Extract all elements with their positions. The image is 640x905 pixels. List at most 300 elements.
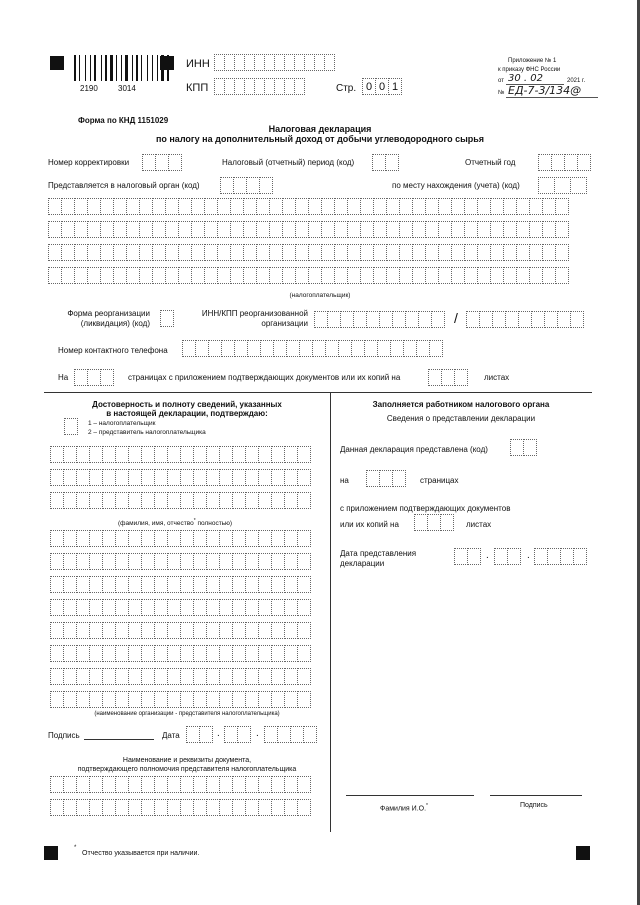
grid-cell[interactable] <box>89 645 103 662</box>
grid-cell[interactable] <box>50 492 64 509</box>
grid-cell[interactable] <box>154 799 168 816</box>
grid-row[interactable] <box>48 198 568 215</box>
grid-cell[interactable] <box>76 668 90 685</box>
grid-cell[interactable] <box>269 267 283 284</box>
grid-cell[interactable] <box>89 446 103 463</box>
entry-cell[interactable] <box>340 311 354 328</box>
grid-cell[interactable] <box>245 446 259 463</box>
grid-cell[interactable] <box>245 553 259 570</box>
grid-cell[interactable] <box>128 668 142 685</box>
grid-cell[interactable] <box>206 776 220 793</box>
signature-line[interactable] <box>84 739 154 740</box>
grid-cell[interactable] <box>100 221 114 238</box>
grid-cell[interactable] <box>63 622 77 639</box>
grid-cell[interactable] <box>180 446 194 463</box>
grid-cell[interactable] <box>245 691 259 708</box>
grid-row[interactable] <box>50 645 310 662</box>
grid-cell[interactable] <box>102 530 116 547</box>
grid-cell[interactable] <box>102 553 116 570</box>
grid-cell[interactable] <box>271 622 285 639</box>
grid-cell[interactable] <box>167 622 181 639</box>
grid-cell[interactable] <box>102 492 116 509</box>
grid-cell[interactable] <box>271 530 285 547</box>
entry-cell[interactable] <box>547 548 561 565</box>
grid-cell[interactable] <box>243 221 257 238</box>
grid-cell[interactable] <box>219 530 233 547</box>
grid-cell[interactable] <box>167 446 181 463</box>
reorg-inn-cells[interactable] <box>314 311 444 328</box>
grid-cell[interactable] <box>165 198 179 215</box>
grid-cell[interactable] <box>282 221 296 238</box>
grid-cell[interactable] <box>412 244 426 261</box>
submission-day-cells[interactable] <box>454 548 480 565</box>
grid-cell[interactable] <box>154 622 168 639</box>
grid-cell[interactable] <box>219 645 233 662</box>
grid-cell[interactable] <box>477 244 491 261</box>
grid-cell[interactable] <box>219 776 233 793</box>
entry-cell[interactable] <box>273 340 287 357</box>
grid-cell[interactable] <box>206 492 220 509</box>
entry-cell[interactable] <box>534 548 548 565</box>
grid-cell[interactable] <box>193 776 207 793</box>
grid-cell[interactable] <box>258 599 272 616</box>
grid-cell[interactable] <box>115 576 129 593</box>
grid-cell[interactable] <box>334 221 348 238</box>
entry-cell[interactable] <box>247 340 261 357</box>
entry-cell[interactable] <box>220 177 234 194</box>
tax-period-cells[interactable] <box>372 154 398 171</box>
grid-cell[interactable] <box>256 198 270 215</box>
grid-cell[interactable] <box>529 221 543 238</box>
grid-cell[interactable] <box>438 198 452 215</box>
grid-cell[interactable] <box>193 553 207 570</box>
grid-cell[interactable] <box>63 530 77 547</box>
grid-cell[interactable] <box>230 267 244 284</box>
grid-cell[interactable] <box>76 776 90 793</box>
entry-cell[interactable] <box>366 470 380 487</box>
grid-cell[interactable] <box>232 622 246 639</box>
entry-cell[interactable] <box>100 369 114 386</box>
entry-cell[interactable] <box>414 514 428 531</box>
grid-cell[interactable] <box>232 530 246 547</box>
grid-cell[interactable] <box>284 691 298 708</box>
entry-cell[interactable] <box>573 548 587 565</box>
grid-cell[interactable] <box>297 599 311 616</box>
grid-cell[interactable] <box>230 198 244 215</box>
grid-cell[interactable] <box>412 221 426 238</box>
grid-cell[interactable] <box>61 221 75 238</box>
grid-cell[interactable] <box>89 691 103 708</box>
grid-cell[interactable] <box>152 267 166 284</box>
grid-cell[interactable] <box>516 267 530 284</box>
grid-cell[interactable] <box>258 576 272 593</box>
grid-cell[interactable] <box>217 221 231 238</box>
grid-cell[interactable] <box>269 221 283 238</box>
grid-row[interactable] <box>50 599 310 616</box>
grid-cell[interactable] <box>399 244 413 261</box>
grid-cell[interactable] <box>256 244 270 261</box>
grid-cell[interactable] <box>115 668 129 685</box>
entry-cell[interactable] <box>338 340 352 357</box>
grid-cell[interactable] <box>193 576 207 593</box>
grid-cell[interactable] <box>128 530 142 547</box>
grid-cell[interactable] <box>490 198 504 215</box>
grid-cell[interactable] <box>282 198 296 215</box>
grid-cell[interactable] <box>258 799 272 816</box>
grid-cell[interactable] <box>126 221 140 238</box>
grid-cell[interactable] <box>128 492 142 509</box>
grid-cell[interactable] <box>154 469 168 486</box>
grid-cell[interactable] <box>167 645 181 662</box>
entry-cell[interactable] <box>538 154 552 171</box>
grid-cell[interactable] <box>180 691 194 708</box>
grid-cell[interactable] <box>180 622 194 639</box>
grid-cell[interactable] <box>258 530 272 547</box>
grid-cell[interactable] <box>232 492 246 509</box>
grid-cell[interactable] <box>76 622 90 639</box>
grid-cell[interactable] <box>193 599 207 616</box>
grid-cell[interactable] <box>271 492 285 509</box>
entry-cell[interactable] <box>570 177 587 194</box>
grid-cell[interactable] <box>165 221 179 238</box>
grid-cell[interactable] <box>321 244 335 261</box>
grid-cell[interactable] <box>115 599 129 616</box>
grid-cell[interactable] <box>139 267 153 284</box>
submitted-code-cells[interactable] <box>510 439 536 456</box>
submitted-code-cell[interactable] <box>510 439 524 456</box>
grid-cell[interactable] <box>50 599 64 616</box>
grid-cell[interactable] <box>555 198 569 215</box>
grid-cell[interactable] <box>167 691 181 708</box>
entry-cell[interactable] <box>264 726 278 743</box>
reorg-form-cells[interactable] <box>160 310 173 327</box>
grid-cell[interactable] <box>102 645 116 662</box>
grid-cell[interactable] <box>438 267 452 284</box>
grid-cell[interactable] <box>269 198 283 215</box>
entry-cell[interactable] <box>427 514 441 531</box>
grid-cell[interactable] <box>284 645 298 662</box>
grid-cell[interactable] <box>204 244 218 261</box>
entry-cell[interactable] <box>428 369 442 386</box>
grid-cell[interactable] <box>219 599 233 616</box>
grid-cell[interactable] <box>89 622 103 639</box>
grid-cell[interactable] <box>232 691 246 708</box>
entry-cell[interactable] <box>224 726 238 743</box>
grid-cell[interactable] <box>154 645 168 662</box>
entry-cell[interactable] <box>403 340 417 357</box>
entry-cell[interactable] <box>466 311 480 328</box>
entry-cell[interactable] <box>208 340 222 357</box>
grid-cell[interactable] <box>245 492 259 509</box>
grid-cell[interactable] <box>425 267 439 284</box>
grid-cell[interactable] <box>50 622 64 639</box>
grid-cell[interactable] <box>451 244 465 261</box>
grid-cell[interactable] <box>74 221 88 238</box>
grid-row[interactable] <box>50 553 310 570</box>
grid-cell[interactable] <box>113 221 127 238</box>
grid-cell[interactable] <box>243 244 257 261</box>
grid-cell[interactable] <box>126 198 140 215</box>
grid-cell[interactable] <box>180 799 194 816</box>
grid-cell[interactable] <box>321 198 335 215</box>
entry-cell[interactable] <box>234 340 248 357</box>
entry-cell[interactable] <box>286 340 300 357</box>
grid-cell[interactable] <box>204 221 218 238</box>
grid-cell[interactable] <box>386 244 400 261</box>
grid-cell[interactable] <box>206 799 220 816</box>
grid-cell[interactable] <box>232 645 246 662</box>
grid-cell[interactable] <box>206 691 220 708</box>
grid-row[interactable] <box>48 267 568 284</box>
grid-cell[interactable] <box>464 221 478 238</box>
confirm-type-cells[interactable] <box>64 418 77 435</box>
grid-cell[interactable] <box>477 267 491 284</box>
grid-cell[interactable] <box>217 198 231 215</box>
grid-cell[interactable] <box>167 668 181 685</box>
grid-cell[interactable] <box>87 244 101 261</box>
grid-cell[interactable] <box>87 198 101 215</box>
grid-cell[interactable] <box>167 492 181 509</box>
entry-cell[interactable] <box>246 177 260 194</box>
entry-cell[interactable] <box>299 340 313 357</box>
grid-cell[interactable] <box>152 221 166 238</box>
grid-cell[interactable] <box>128 645 142 662</box>
grid-cell[interactable] <box>219 622 233 639</box>
grid-cell[interactable] <box>74 198 88 215</box>
grid-cell[interactable] <box>451 221 465 238</box>
grid-cell[interactable] <box>89 668 103 685</box>
grid-cell[interactable] <box>63 645 77 662</box>
grid-cell[interactable] <box>412 198 426 215</box>
grid-cell[interactable] <box>128 599 142 616</box>
grid-cell[interactable] <box>193 530 207 547</box>
entry-cell[interactable] <box>351 340 365 357</box>
grid-cell[interactable] <box>165 267 179 284</box>
entry-cell[interactable] <box>74 369 88 386</box>
grid-cell[interactable] <box>542 221 556 238</box>
entry-cell[interactable] <box>390 340 404 357</box>
grid-cell[interactable] <box>284 599 298 616</box>
grid-cell[interactable] <box>100 244 114 261</box>
grid-cell[interactable] <box>180 469 194 486</box>
grid-cell[interactable] <box>516 221 530 238</box>
grid-cell[interactable] <box>89 776 103 793</box>
grid-cell[interactable] <box>115 776 129 793</box>
grid-cell[interactable] <box>284 668 298 685</box>
grid-cell[interactable] <box>102 799 116 816</box>
grid-cell[interactable] <box>63 576 77 593</box>
grid-cell[interactable] <box>232 446 246 463</box>
entry-cell[interactable] <box>560 548 574 565</box>
grid-cell[interactable] <box>360 221 374 238</box>
submission-year-cells[interactable] <box>534 548 586 565</box>
grid-cell[interactable] <box>180 553 194 570</box>
grid-cell[interactable] <box>139 221 153 238</box>
grid-cell[interactable] <box>191 221 205 238</box>
grid-cell[interactable] <box>217 267 231 284</box>
grid-cell[interactable] <box>141 691 155 708</box>
entry-cell[interactable] <box>405 311 419 328</box>
grid-cell[interactable] <box>115 469 129 486</box>
grid-cell[interactable] <box>412 267 426 284</box>
grid-cell[interactable] <box>63 553 77 570</box>
entry-cell[interactable] <box>182 340 196 357</box>
grid-cell[interactable] <box>152 244 166 261</box>
grid-cell[interactable] <box>128 776 142 793</box>
grid-cell[interactable] <box>63 492 77 509</box>
entry-cell[interactable] <box>492 311 506 328</box>
grid-cell[interactable] <box>154 530 168 547</box>
grid-cell[interactable] <box>193 668 207 685</box>
entry-cell[interactable] <box>260 340 274 357</box>
grid-cell[interactable] <box>516 198 530 215</box>
reorg-kpp-cells[interactable] <box>466 311 583 328</box>
grid-cell[interactable] <box>63 599 77 616</box>
entry-cell[interactable] <box>416 340 430 357</box>
grid-cell[interactable] <box>206 553 220 570</box>
entry-cell[interactable] <box>303 726 317 743</box>
entry-cell[interactable] <box>518 311 532 328</box>
grid-cell[interactable] <box>258 446 272 463</box>
entry-cell[interactable] <box>418 311 432 328</box>
grid-cell[interactable] <box>284 576 298 593</box>
grid-cell[interactable] <box>180 492 194 509</box>
grid-cell[interactable] <box>243 267 257 284</box>
grid-cell[interactable] <box>89 576 103 593</box>
entry-cell[interactable] <box>531 311 545 328</box>
grid-cell[interactable] <box>102 576 116 593</box>
grid-row[interactable] <box>50 691 310 708</box>
grid-cell[interactable] <box>308 221 322 238</box>
grid-cell[interactable] <box>193 446 207 463</box>
entry-cell[interactable] <box>377 340 391 357</box>
grid-cell[interactable] <box>141 530 155 547</box>
entry-cell[interactable] <box>199 726 213 743</box>
grid-cell[interactable] <box>245 776 259 793</box>
grid-cell[interactable] <box>271 799 285 816</box>
entry-cell[interactable] <box>554 177 571 194</box>
entry-cell[interactable] <box>557 311 571 328</box>
grid-cell[interactable] <box>386 221 400 238</box>
grid-cell[interactable] <box>529 267 543 284</box>
grid-cell[interactable] <box>206 446 220 463</box>
grid-cell[interactable] <box>271 553 285 570</box>
grid-cell[interactable] <box>284 446 298 463</box>
grid-cell[interactable] <box>360 198 374 215</box>
grid-cell[interactable] <box>232 576 246 593</box>
entry-cell[interactable] <box>142 154 156 171</box>
grid-cell[interactable] <box>232 799 246 816</box>
grid-cell[interactable] <box>50 645 64 662</box>
grid-cell[interactable] <box>50 469 64 486</box>
grid-cell[interactable] <box>76 530 90 547</box>
grid-cell[interactable] <box>245 576 259 593</box>
grid-cell[interactable] <box>334 198 348 215</box>
grid-cell[interactable] <box>167 530 181 547</box>
entry-cell[interactable] <box>454 369 468 386</box>
grid-cell[interactable] <box>232 599 246 616</box>
grid-cell[interactable] <box>271 691 285 708</box>
grid-cell[interactable] <box>89 553 103 570</box>
grid-cell[interactable] <box>152 198 166 215</box>
grid-cell[interactable] <box>438 244 452 261</box>
grid-cell[interactable] <box>219 668 233 685</box>
grid-cell[interactable] <box>76 799 90 816</box>
grid-cell[interactable] <box>245 530 259 547</box>
grid-cell[interactable] <box>74 244 88 261</box>
entry-cell[interactable] <box>494 548 508 565</box>
grid-cell[interactable] <box>282 244 296 261</box>
grid-cell[interactable] <box>63 668 77 685</box>
entry-cell[interactable] <box>290 726 304 743</box>
grid-cell[interactable] <box>219 492 233 509</box>
grid-cell[interactable] <box>139 244 153 261</box>
grid-cell[interactable] <box>141 645 155 662</box>
grid-cell[interactable] <box>542 244 556 261</box>
grid-cell[interactable] <box>193 691 207 708</box>
reporting-year-cells[interactable] <box>538 154 590 171</box>
entry-cell[interactable] <box>379 470 393 487</box>
grid-cell[interactable] <box>141 492 155 509</box>
entry-cell[interactable] <box>366 311 380 328</box>
grid-cell[interactable] <box>126 267 140 284</box>
entry-cell[interactable] <box>87 369 101 386</box>
entry-cell[interactable] <box>233 177 247 194</box>
entry-cell[interactable] <box>507 548 521 565</box>
grid-cell[interactable] <box>245 645 259 662</box>
grid-cell[interactable] <box>89 799 103 816</box>
entry-cell[interactable] <box>314 311 328 328</box>
entry-cell[interactable] <box>168 154 182 171</box>
entry-cell[interactable] <box>392 470 406 487</box>
grid-cell[interactable] <box>76 645 90 662</box>
grid-cell[interactable] <box>256 221 270 238</box>
grid-cell[interactable] <box>206 668 220 685</box>
grid-cell[interactable] <box>50 799 64 816</box>
grid-cell[interactable] <box>89 469 103 486</box>
grid-cell[interactable] <box>297 492 311 509</box>
grid-cell[interactable] <box>529 244 543 261</box>
grid-cell[interactable] <box>282 267 296 284</box>
grid-cell[interactable] <box>334 244 348 261</box>
correction-number-cells[interactable] <box>142 154 181 171</box>
grid-cell[interactable] <box>141 446 155 463</box>
reorg-form-cell[interactable] <box>160 310 174 327</box>
grid-cell[interactable] <box>76 576 90 593</box>
grid-cell[interactable] <box>102 446 116 463</box>
grid-cell[interactable] <box>258 622 272 639</box>
grid-cell[interactable] <box>271 776 285 793</box>
grid-cell[interactable] <box>284 469 298 486</box>
grid-cell[interactable] <box>115 492 129 509</box>
grid-cell[interactable] <box>76 469 90 486</box>
grid-cell[interactable] <box>141 668 155 685</box>
grid-cell[interactable] <box>141 576 155 593</box>
grid-cell[interactable] <box>321 267 335 284</box>
grid-cell[interactable] <box>360 244 374 261</box>
grid-cell[interactable] <box>219 576 233 593</box>
entry-cell[interactable] <box>237 726 251 743</box>
submission-month-cells[interactable] <box>494 548 520 565</box>
grid-row[interactable] <box>50 446 310 463</box>
grid-cell[interactable] <box>295 221 309 238</box>
entry-cell[interactable] <box>454 548 468 565</box>
grid-cell[interactable] <box>284 530 298 547</box>
grid-cell[interactable] <box>271 645 285 662</box>
grid-cell[interactable] <box>295 198 309 215</box>
grid-cell[interactable] <box>555 244 569 261</box>
grid-cell[interactable] <box>271 668 285 685</box>
